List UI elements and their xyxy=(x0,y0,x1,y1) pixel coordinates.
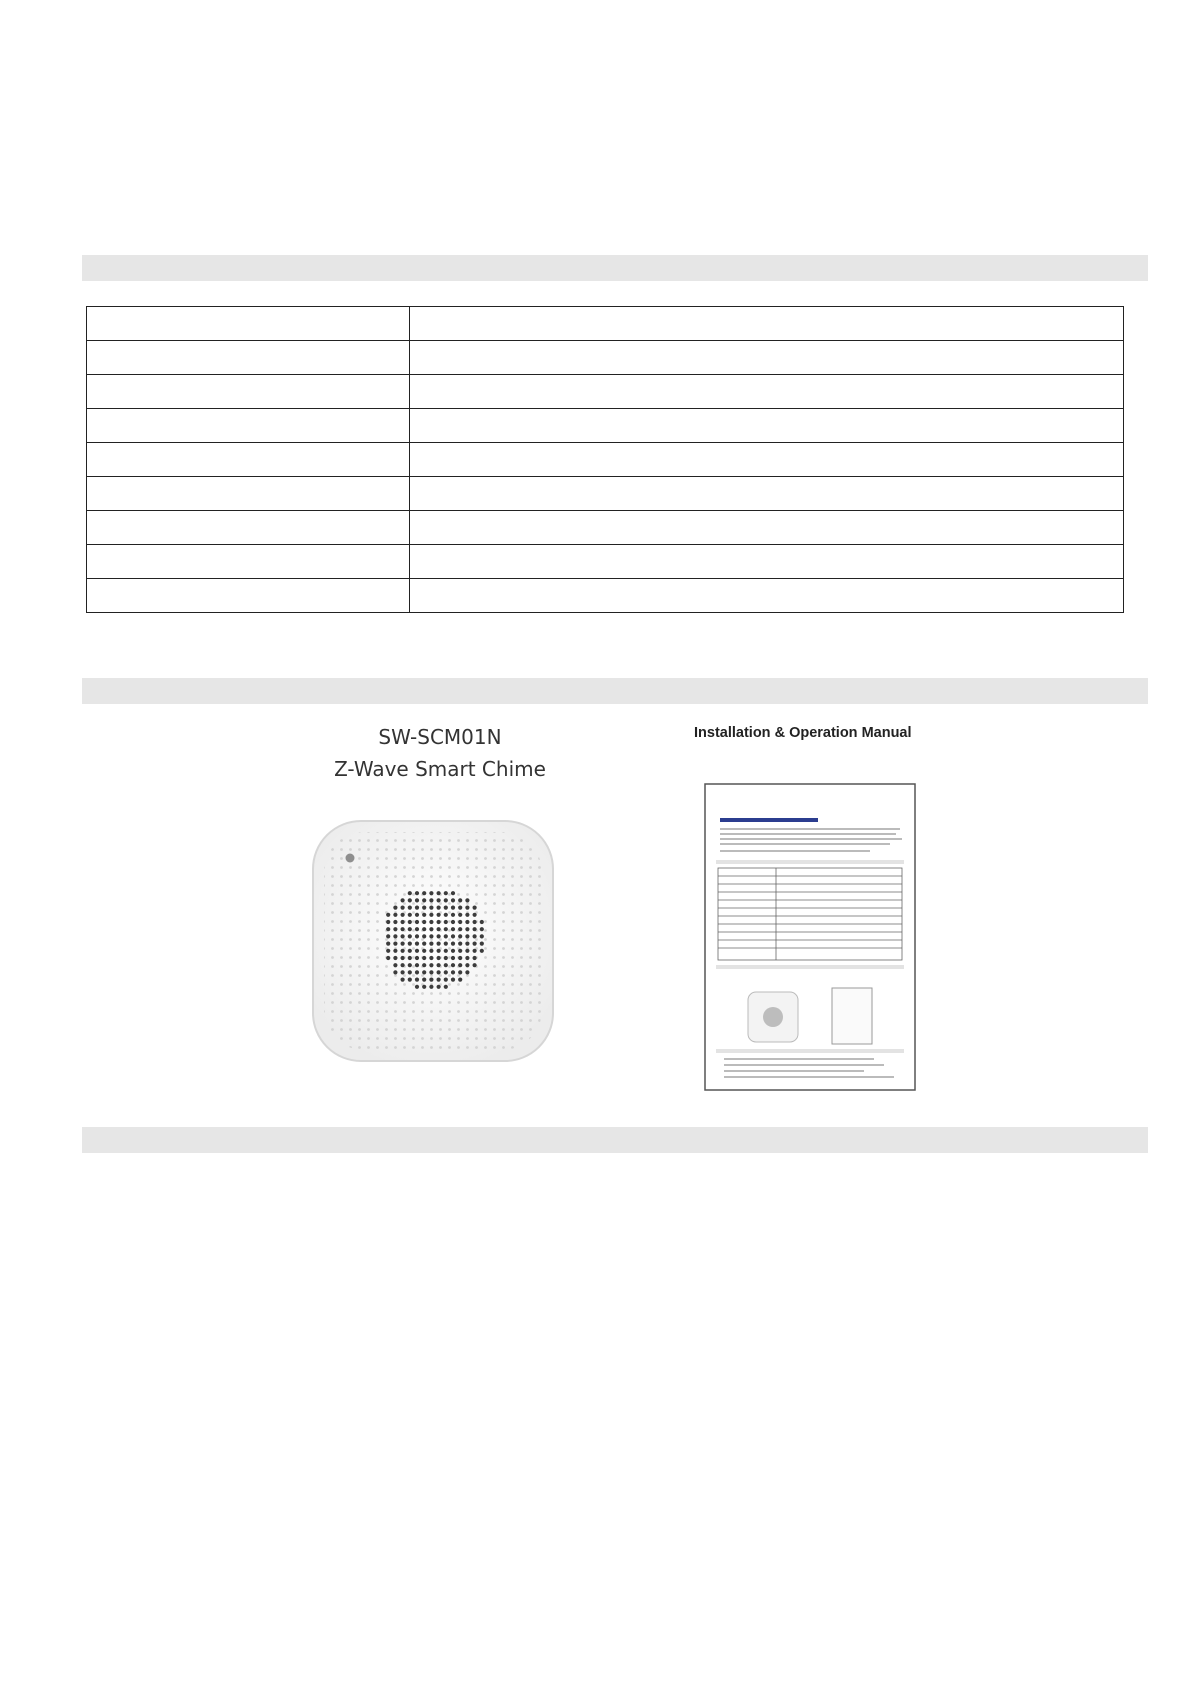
table-row xyxy=(87,307,1124,341)
table-row xyxy=(87,511,1124,545)
specification-section-bar xyxy=(82,255,1148,281)
spec-value-cell xyxy=(410,307,1124,341)
spec-label-cell xyxy=(87,341,410,375)
manual-document-thumbnail xyxy=(704,783,916,1091)
table-row xyxy=(87,409,1124,443)
table-row xyxy=(87,443,1124,477)
spec-value-cell xyxy=(410,443,1124,477)
table-row xyxy=(87,341,1124,375)
table-row xyxy=(87,477,1124,511)
package-contents-section-bar xyxy=(82,678,1148,704)
spec-value-cell xyxy=(410,341,1124,375)
spec-label-cell xyxy=(87,443,410,477)
spec-label-cell xyxy=(87,579,410,613)
spec-label-cell xyxy=(87,307,410,341)
table-row xyxy=(87,579,1124,613)
spec-label-cell xyxy=(87,375,410,409)
spec-value-cell xyxy=(410,545,1124,579)
manual-heading: Installation & Operation Manual xyxy=(694,725,912,741)
spec-label-cell xyxy=(87,409,410,443)
spec-value-cell xyxy=(410,409,1124,443)
product-name-label: Z-Wave Smart Chime xyxy=(334,757,546,781)
table-row xyxy=(87,375,1124,409)
spec-value-cell xyxy=(410,511,1124,545)
smart-chime-device-image xyxy=(310,818,556,1064)
warnings-section-bar xyxy=(82,1127,1148,1153)
table-row xyxy=(87,545,1124,579)
spec-label-cell xyxy=(87,545,410,579)
spec-value-cell xyxy=(410,477,1124,511)
spec-label-cell xyxy=(87,511,410,545)
spec-value-cell xyxy=(410,579,1124,613)
spec-value-cell xyxy=(410,375,1124,409)
product-model-label: SW-SCM01N xyxy=(378,725,502,749)
specification-table xyxy=(86,306,1124,613)
spec-label-cell xyxy=(87,477,410,511)
